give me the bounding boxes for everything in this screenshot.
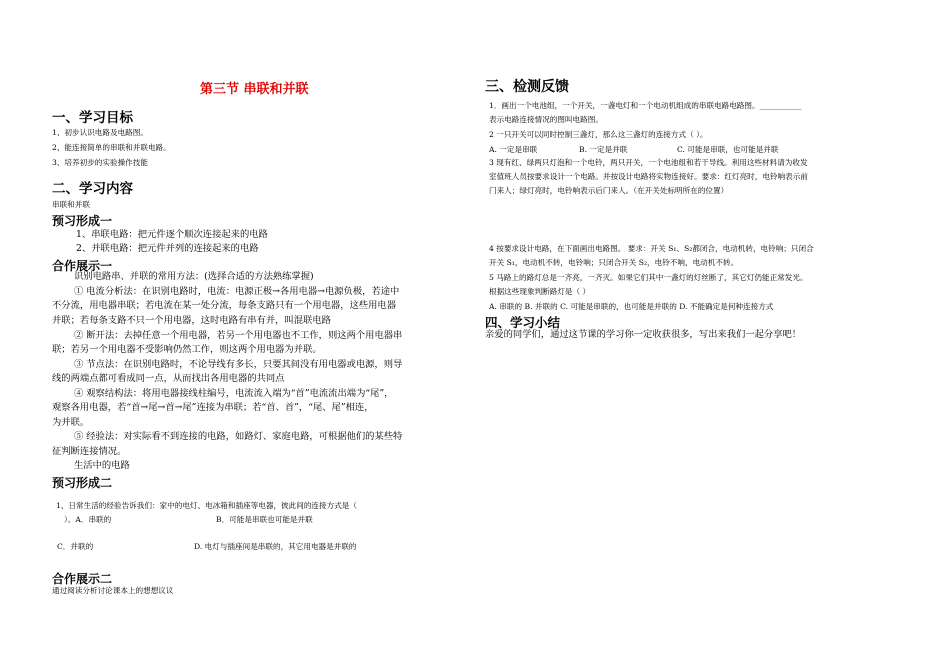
method-line: ① 电流分析法：在识别电路时，电流：电源正极→各用电器→电源负极，若途中 xyxy=(74,286,400,297)
section-heading-summary: 四、学习小结 xyxy=(485,315,561,330)
subheading-show-1: 合作展示一 xyxy=(52,259,113,273)
question-2-option-cd: C. 可能是串联，也可能是并联 xyxy=(677,145,779,154)
section-heading-content: 二、学习内容 xyxy=(52,181,133,197)
question-5-options: A. 串联的 B. 并联的 C. 可能是串联的，也可能是并联的 D. 不能确定是何种连接方式 xyxy=(489,302,774,311)
subheading-preview-2: 预习形成二 xyxy=(52,476,113,490)
option-a: ）。A．串联的 xyxy=(64,515,112,524)
method-line: 识别电路串、并联的常用方法：(选择合适的方法熟练掌握) xyxy=(74,271,314,282)
subheading-preview-1: 预习形成一 xyxy=(52,214,113,228)
page-title: 第三节 串联和并联 xyxy=(200,82,309,97)
question-5-line: 5 马路上的路灯总是一齐亮，一齐灭。如果它们其中一盏灯的灯丝断了，其它灯仍能正常发光。 xyxy=(489,273,808,282)
question-3-line: 门来人；绿灯亮时，电铃响表示后门来人。（在开关处标明所在的位置） xyxy=(489,186,729,195)
question-2-option-a: A. 一定是串联 xyxy=(489,145,538,154)
method-line: ③ 节点法：在识别电路时，不论导线有多长，只要其间没有用电器或电源，则导 xyxy=(74,359,403,370)
goal-item: 3、培养初步的实验操作技能 xyxy=(52,158,148,167)
method-line: ② 断开法：去掉任意一个用电器，若另一个用电器也不工作，则这两个用电器串 xyxy=(74,330,403,341)
goal-item: 2、能连接简单的串联和并联电路。 xyxy=(52,143,171,152)
question-3-line: 3 现有红、绿两只灯泡和一个电铃，两只开关，一个电池组和若干导线。利用这些材料请为收发 xyxy=(489,158,808,167)
section-heading-feedback: 三、检测反馈 xyxy=(485,79,569,95)
question-4-line: 4 按要求设计电路，在下面画出电路图。 要求：开关 S₁、S₂都闭合，电动机转，电铃响；只闭合 xyxy=(489,244,814,253)
definition-parallel: 2、并联电路：把元件并列的连接起来的电路 xyxy=(76,243,259,254)
method-line: ④ 观察结构法：将用电器接线柱编号，电流流入端为“首”电流流出端为“尾”， xyxy=(74,388,394,399)
method-line: 观察各用电器，若“首→尾→首→尾”连接为串联；若“首、首”，“尾、尾”相连， xyxy=(52,402,374,413)
option-b: B．可能是串联也可能是并联 xyxy=(216,515,313,524)
goal-item: 1、初步认识电路及电路图。 xyxy=(52,128,148,137)
subheading-show-2: 合作展示二 xyxy=(52,572,113,586)
method-line: 联；若另一个用电器不受影响仍然工作，则这两个用电器为并联。 xyxy=(52,344,322,355)
method-line: 生活中的电路 xyxy=(74,460,130,471)
method-line: 不分流，用电器串联；若电流在某一处分流，每条支路只有一个用电器，这些用电器 xyxy=(52,300,396,311)
summary-text: 亲爱的同学们，通过这节课的学习你一定收获很多，写出来我们一起分享吧！ xyxy=(485,329,802,340)
option-c: C．并联的 xyxy=(57,542,94,551)
option-d: D. 电灯与插座间是串联的，其它用电器是并联的 xyxy=(194,542,357,551)
method-line: 并联；若每条支路不只一个用电器，这时电路有串有并，叫混联电路 xyxy=(52,315,331,326)
question-1-line: 表示电路连接情况的图叫电路图。 xyxy=(489,115,603,124)
question-3-line: 室值班人员按要求设计一个电路。并按设计电路将实物连接好。要求：红灯亮时，电铃响表示前 xyxy=(489,172,808,181)
question-2: 2 一只开关可以同时控制三盏灯，那么这三盏灯的连接方式（ ）。 xyxy=(489,130,708,139)
definition-series: 1、串联电路：把元件逐个顺次连接起来的电路 xyxy=(76,229,268,240)
discussion-text: 通过阅读分析讨论课本上的想想议议 xyxy=(52,586,174,595)
question-2-option-b: B. 一定是并联 xyxy=(579,145,628,154)
method-line: 征判断连接情况。 xyxy=(52,446,127,457)
question-1-line: 1．画出一个电池组，一个开关，一盏电灯和一个电动机组成的串联电路电路图。___________ xyxy=(489,101,802,110)
question-line: 1、日常生活的经验告诉我们：家中的电灯、电冰箱和插座等电器，彼此间的连接方式是（ xyxy=(56,501,357,510)
section-heading-goals: 一、学习目标 xyxy=(52,110,133,126)
topic-label: 串联和并联 xyxy=(52,200,90,209)
method-line: ⑤ 经验法：对实际看不到连接的电路，如路灯、家庭电路，可根据他们的某些特 xyxy=(74,431,403,442)
method-line: 为并联。 xyxy=(52,417,90,428)
method-line: 线的两端点都可看成同一点，从而找出各用电器的共同点 xyxy=(52,373,285,384)
question-4-line: 开关 S₁，电动机不转，电铃响；只闭合开关 S₂，电铃不响，电动机不转。 xyxy=(489,258,739,267)
question-5-line: 根据这些现象判断路灯是（ ） xyxy=(489,287,591,296)
